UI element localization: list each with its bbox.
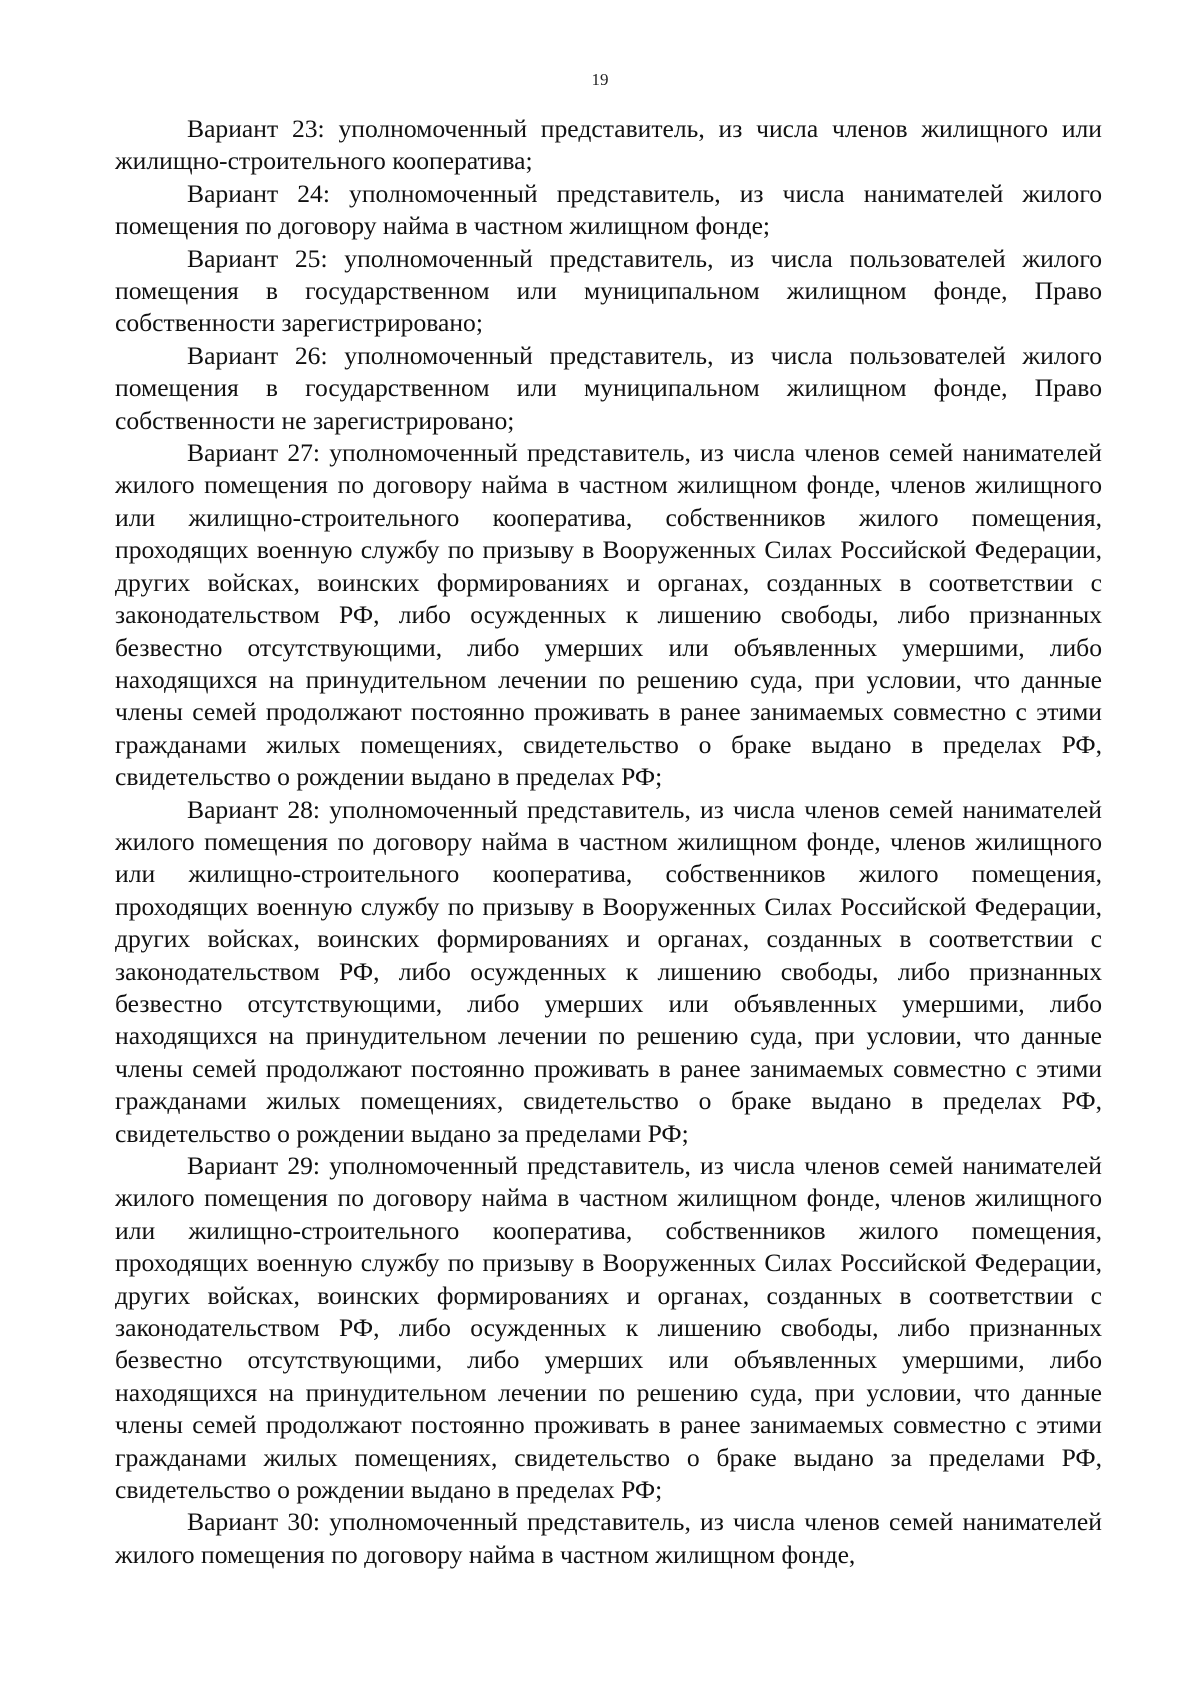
variant-27-paragraph: Вариант 27: уполномоченный представитель, из числа членов семей нанимателей жилого помещения по договору найма в частном жилищном фонде, членов жилищного или жилищно-строительного кооператива, собственников жилого помещения, проходящих военную службу по призыву в Вооруженных Силах Российской Федерации, других войсках, воинских формированиях и органах, созданных в соответствии с законодательством РФ, либо осужденных к лишению свободы, либо признанных безвестно отсутствующими, либо умерших или объявленных умершими, либо находящихся на принудительном лечении по решению суда, при условии, что данные члены семей продолжают постоянно проживать в ранее занимаемых совместно с этими гражданами жилых помещениях, свидетельство о браке выдано в пределах РФ, свидетельство о рождении выдано в пределах РФ; (115, 438, 1102, 792)
variant-29-paragraph: Вариант 29: уполномоченный представитель, из числа членов семей нанимателей жилого помещения по договору найма в частном жилищном фонде, членов жилищного или жилищно-строительного кооператива, собственников жилого помещения, проходящих военную службу по призыву в Вооруженных Силах Российской Федерации, других войсках, воинских формированиях и органах, созданных в соответствии с законодательством РФ, либо осужденных к лишению свободы, либо признанных безвестно отсутствующими, либо умерших или объявленных умершими, либо находящихся на принудительном лечении по решению суда, при условии, что данные члены семей продолжают постоянно проживать в ранее занимаемых совместно с этими гражданами жилых помещениях, свидетельство о браке выдано за пределами РФ, свидетельство о рождении выдано в пределах РФ; (115, 1151, 1102, 1505)
variant-23-paragraph: Вариант 23: уполномоченный представитель, из числа членов жилищного или жилищно-строительного кооператива; (115, 114, 1102, 176)
variant-25-paragraph: Вариант 25: уполномоченный представитель, из числа пользователей жилого помещения в государственном или муниципальном жилищном фонде, Право собственности зарегистрировано; (115, 243, 1102, 338)
variant-24-paragraph: Вариант 24: уполномоченный представитель, из числа нанимателей жилого помещения по договору найма в частном жилищном фонде; (115, 178, 1102, 241)
page-number: 19 (591, 70, 609, 89)
variant-28-paragraph: Вариант 28: уполномоченный представитель, из числа членов семей нанимателей жилого помещения по договору найма в частном жилищном фонде, членов жилищного или жилищно-строительного кооператива, собственников жилого помещения, проходящих военную службу по призыву в Вооруженных Силах Российской Федерации, других войсках, воинских формированиях и органах, созданных в соответствии с законодательством РФ, либо осужденных к лишению свободы, либо признанных безвестно отсутствующими, либо умерших или объявленных умершими, либо находящихся на принудительном лечении по решению суда, при условии, что данные члены семей продолжают постоянно проживать в ранее занимаемых совместно с этими гражданами жилых помещениях, свидетельство о браке выдано в пределах РФ, свидетельство о рождении выдано за пределами РФ; (115, 794, 1102, 1148)
document-body (115, 113, 1102, 1571)
variant-30-paragraph: Вариант 30: уполномоченный представитель, из числа членов семей нанимателей жилого помещения по договору найма в частном жилищном фонде, (115, 1507, 1102, 1569)
variant-26-paragraph: Вариант 26: уполномоченный представитель, из числа пользователей жилого помещения в государственном или муниципальном жилищном фонде, Право собственности не зарегистрировано; (115, 340, 1102, 435)
